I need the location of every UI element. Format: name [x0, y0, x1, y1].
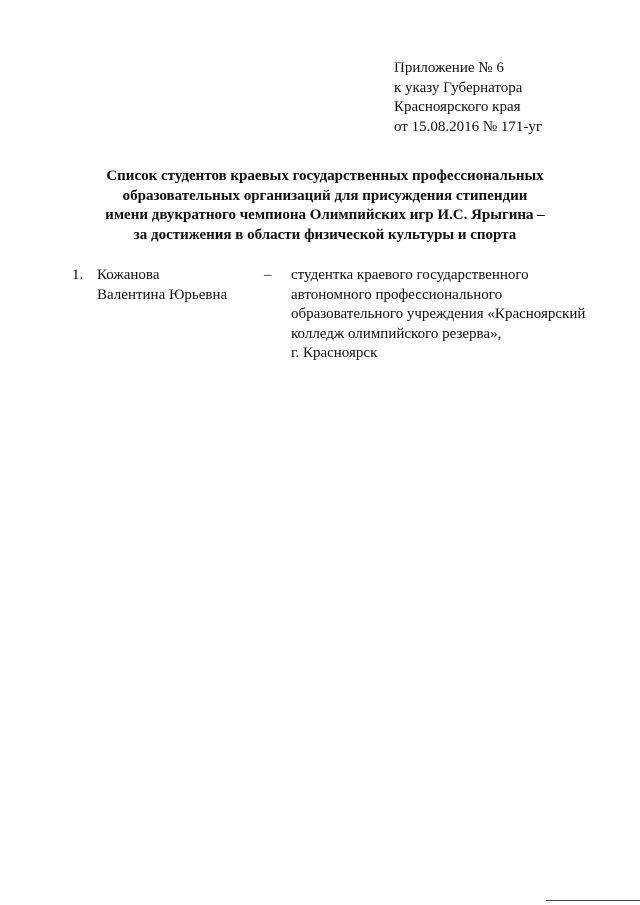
title-line: образовательных организаций для присуждения стипендии	[122, 187, 528, 204]
appendix-line: Приложение № 6	[394, 60, 504, 76]
description-line: колледж олимпийского резерва»,	[291, 325, 502, 342]
description-line: автономного профессионального	[291, 286, 503, 303]
appendix-header	[394, 59, 542, 137]
appendix-line: Красноярского края	[394, 99, 521, 115]
title-line: за достижения в области физической культуры и спорта	[133, 226, 517, 243]
title-line: Список студентов краевых государственных профессиональных	[106, 168, 544, 184]
description-line: образовательного учреждения «Красноярский	[291, 306, 586, 322]
document-title	[40, 167, 610, 245]
title-line: имени двукратного чемпиона Олимпийских игр И.С. Ярыгина –	[105, 207, 545, 223]
appendix-line: от 15.08.2016 № 171-уг	[394, 118, 543, 135]
bottom-rule	[546, 900, 640, 901]
item-number: 1.	[72, 267, 84, 283]
student-name	[97, 266, 227, 305]
student-description	[291, 266, 611, 364]
student-name-line: Валентина Юрьевна	[97, 286, 228, 303]
student-name-line: Кожанова	[97, 267, 160, 283]
appendix-line: к указу Губернатора	[394, 79, 523, 96]
description-line: г. Красноярск	[291, 345, 378, 361]
description-line: студентка краевого государственного	[291, 267, 529, 283]
item-dash: –	[264, 267, 272, 283]
